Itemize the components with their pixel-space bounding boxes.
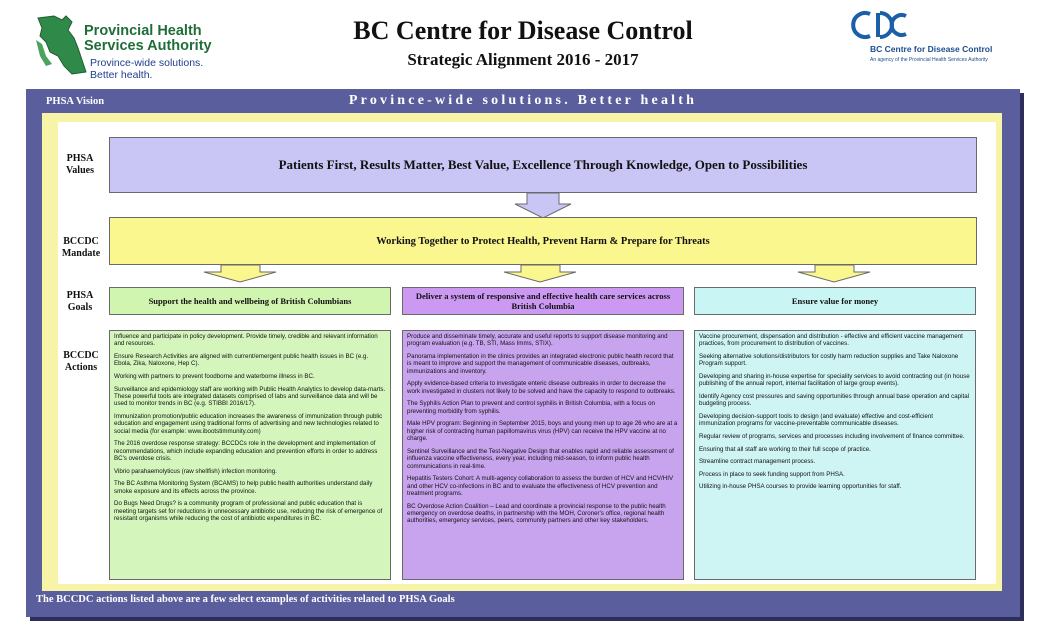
goal-text: Ensure value for money xyxy=(791,296,879,306)
action-item: Vaccine procurement, dispensation and distribution - effective and efficient vaccine management practices, from procurement to distribution of vaccines. xyxy=(699,333,963,348)
actions-column-services xyxy=(402,330,684,580)
goals-row-label: PHSA Goals xyxy=(66,290,94,313)
action-item: The BC Asthma Monitoring System (BCAMS) to help public health authorities understand daily smoke exposure and its effects across the province. xyxy=(114,480,373,495)
phsa-name: Provincial Health Services Authority xyxy=(84,23,212,54)
action-item: Apply evidence-based criteria to investigate enteric disease outbreaks in order to decrease the work investigated in clusters not likely to be solved and have the capacity to respond to outbreaks. xyxy=(407,380,676,395)
action-item: Ensuring that all staff are working to their full scope of practice. xyxy=(699,445,871,453)
action-item: Do Bugs Need Drugs? is a community program of professional and public education that is meeting targets set for reductions in unnecessary antibiotic use, reducing the risk of emergence of resistant organisms while reducing the cost of antibiotic expenditures in BC. xyxy=(114,500,383,523)
down-arrow xyxy=(515,193,571,218)
mandate-row-label: BCCDC Mandate xyxy=(61,236,101,259)
action-item: Regular review of programs, services and processes including involvement of finance committee. xyxy=(699,433,965,440)
down-arrow xyxy=(798,265,870,282)
down-arrow xyxy=(504,265,576,282)
action-item: Sentinel Surveillance and the Test-Negative Design that enables rapid and reliable assessment of influenza vaccine effectiveness, every year, including mid-season, to inform public health communications in real-time. xyxy=(407,447,674,470)
action-item: Streamline contract management process. xyxy=(699,458,816,466)
action-item: Immunization promotion/public education increases the awareness of immunization through public education and engagement using traditional forms of advertising and new technologies related to social media (for example: www.ibootstimmunity.com) xyxy=(114,413,383,435)
goal-box-value xyxy=(694,287,976,315)
mandate-box xyxy=(109,217,977,265)
action-item: Working with partners to prevent foodborne and waterborne illness in BC. xyxy=(114,373,315,380)
bccdc-subtitle: An agency of the Provincial Health Services Authority xyxy=(870,57,988,63)
page-title: BC Centre for Disease Control xyxy=(353,16,693,45)
action-item: Ensure Research Activities are aligned with current/emergent public health issues in BC (e.g. Ebola, Zika, Naloxone, Hep C). xyxy=(114,353,369,368)
vision-label: PHSA Vision xyxy=(46,96,105,107)
action-item: Developing decision-support tools to design (and evaluate) effective and cost-efficient immunization programs for vaccine-preventable communicable diseases. xyxy=(699,413,934,428)
vision-text: Province-wide solutions. Better health xyxy=(348,93,698,108)
action-item: Developing and sharing in-house expertise for speciality services to avoid contracting out (in house publishing of the annual report, internal facilitation of large group events). xyxy=(699,373,970,388)
actions-row-label: BCCDC Actions xyxy=(63,350,99,373)
values-row-label: PHSA Values xyxy=(66,153,94,176)
action-item: Panorama implementation in the clinics provides an integrated electronic public health record that is meant to improve and support the management of communicable diseases, outbreaks, immunizations and inventory. xyxy=(407,353,674,375)
actions-column-value xyxy=(694,330,976,580)
down-arrow xyxy=(204,265,276,282)
action-item: Seeking alternative solutions/distributors for costly harm reduction supplies and Take Naloxone Program support. xyxy=(699,353,959,368)
action-item: Utilizing in-house PHSA courses to provide learning opportunities for staff. xyxy=(699,483,902,491)
values-text: Patients First, Results Matter, Best Value, Excellence Through Knowledge, Open to Possibilities xyxy=(278,157,808,172)
bccdc-name: BC Centre for Disease Control xyxy=(870,44,993,54)
action-item: Identify Agency cost pressures and saving opportunities through annual base operation and capital budgeting process. xyxy=(699,393,970,408)
goal-box-services xyxy=(402,287,684,315)
page-subtitle: Strategic Alignment 2016 - 2017 xyxy=(407,50,639,69)
action-item: BC Overdose Action Coalition – Lead and coordinate a provincial response to the public health emergency on overdose deaths, in partnership with the MOH, Coroner's office, regional health authorities, emergency services, peers, community partners and other key stakeholders. xyxy=(407,502,666,525)
goal-text: Deliver a system of responsive and effective health care services across British Columbia xyxy=(415,291,671,311)
action-item: Vibrio parahaemolyticus (raw shellfish) infection monitoring. xyxy=(114,467,277,475)
goal-text: Support the health and wellbeing of British Columbians xyxy=(148,296,352,306)
action-item: Influence and participate in policy development. Provide timely, credible and relevant information and resources. xyxy=(114,333,378,348)
action-item: Surveillance and epidemiology staff are working with Public Health Analytics to develop data-marts. These powerful tools are integrated datasets comprised of labs and surveillance data and will be used to monitor trends in BC (e.g. STIBBI 2016/17). xyxy=(114,385,386,408)
mandate-text: Working Together to Protect Health, Prevent Harm & Prepare for Threats xyxy=(376,235,710,247)
action-item: Produce and disseminate timely, accurate and useful reports to support disease monitoring and program evaluation (e.g. TB, STI, Mass Imms, STIX). xyxy=(407,333,668,348)
action-item: Process in place to seek funding support from PHSA. xyxy=(699,470,845,478)
action-item: Male HPV program: Beginning in September 2015, boys and young men up to age 26 who are at a higher risk of contracting human papillomavirus virus (HPV) can receive the HPV vaccine at no charge. xyxy=(407,420,678,443)
action-item: The Syphilis Action Plan to prevent and control syphilis in British Columbia, with a focus on preventing morbidity from syphilis. xyxy=(407,400,655,415)
goal-box-health xyxy=(109,287,391,315)
action-item: Hepatitis Testers Cohort: A multi-agency collaboration to assess the burden of HCV and HCV/HIV and other HCV co-infections in BC and to evaluate the effectiveness of HCV prevention and treatment programs. xyxy=(407,475,674,498)
action-item: The 2016 overdose response strategy: BCCDCs role in the development and implementation of recommendations, which include expanding education and prevention efforts in order to address BC's overdose crisis. xyxy=(114,440,378,463)
actions-column-health xyxy=(109,330,391,580)
footer-note: The BCCDC actions listed above are a few select examples of activities related to PHSA Goals xyxy=(36,594,455,605)
phsa-tagline: Province-wide solutions. Better health. xyxy=(90,57,204,81)
